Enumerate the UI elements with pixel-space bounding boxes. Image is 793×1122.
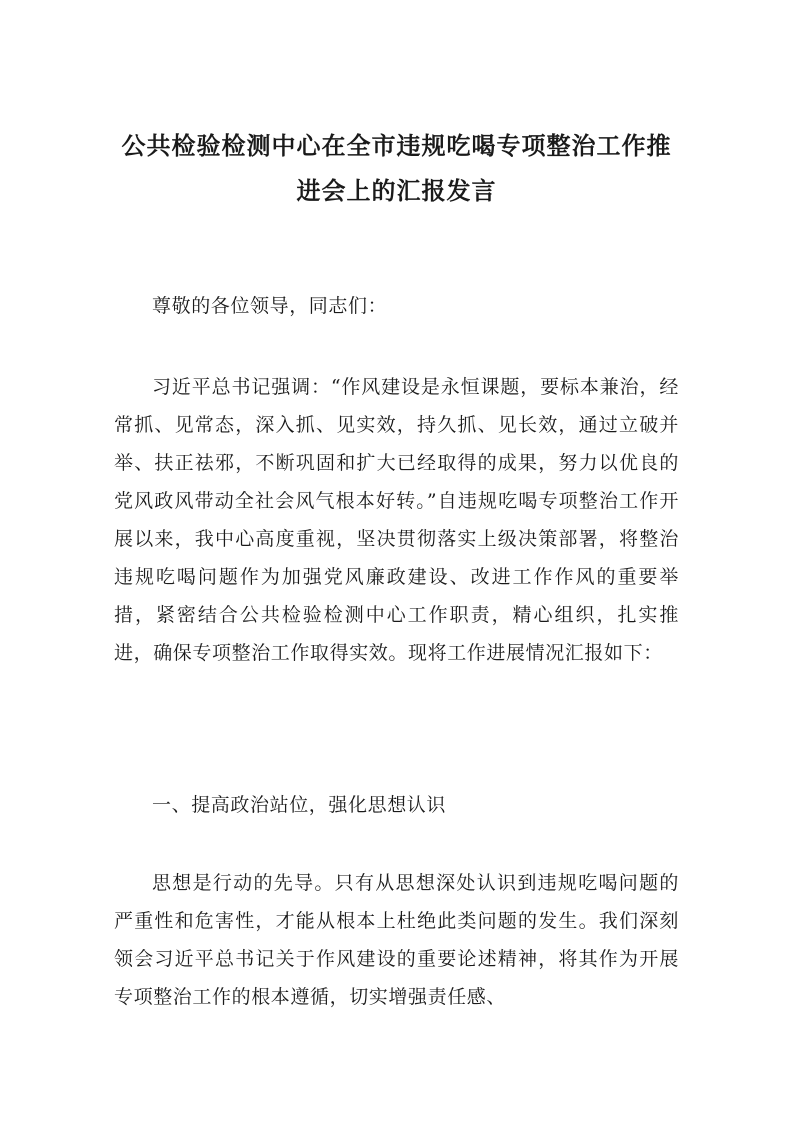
paragraph-section-1: 思想是行动的先导。只有从思想深处认识到违规吃喝问题的严重性和危害性，才能从根本上杜绝此类问题的发生。我们深刻领会习近平总书记关于作风建设的重要论述精神，将其作为开展专项整治工作的根本遵循，切实增强责任感、	[114, 872, 679, 1008]
document-title-line-2: 进会上的汇报发言	[296, 176, 497, 205]
greeting: 尊敬的各位领导，同志们：	[152, 295, 388, 317]
document-title-line-1: 公共检验检测中心在全市违规吃喝专项整治工作推	[121, 131, 672, 160]
section-heading-1: 一、提高政治站位，强化思想认识	[152, 794, 447, 816]
paragraph-intro: 习近平总书记强调：“作风建设是永恒课题，要标本兼治，经常抓、见常态，深入抓、见实效，持久抓、见长效，通过立破并举、扶正祛邪，不断巩固和扩大已经取得的成果，努力以优良的党风政风带动全社会风气根本好转。”自违规吃喝专项整治工作开展以来，我中心高度重视，坚决贯彻落实上级决策部署，将整治违规吃喝问题作为加强党风廉政建设、改进工作作风的重要举措，紧密结合公共检验检测中心工作职责，精心组织，扎实推进，确保专项整治工作取得实效。现将工作进展情况汇报如下：	[114, 376, 679, 664]
